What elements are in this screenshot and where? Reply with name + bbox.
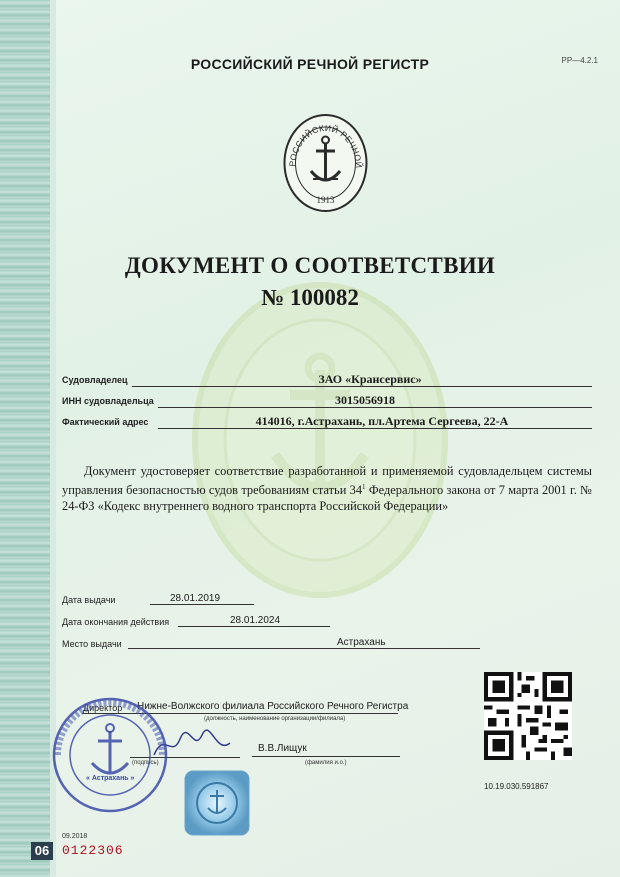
- place-underline: [128, 648, 480, 649]
- series-badge: 06: [31, 842, 53, 860]
- body-text-part2: Федерального закона от 7 марта 2001 г. № 24-ФЗ «Кодекс внутреннего водного транспорта Российской Федерации»: [62, 483, 592, 514]
- role-caption: (должность, наименование организации/филиала): [204, 716, 346, 722]
- body-paragraph: [62, 463, 592, 514]
- stamp-city: « Астрахань »: [86, 775, 135, 782]
- inn-value: 3015056918: [335, 393, 395, 407]
- expiry-date-underline: [178, 626, 330, 627]
- document-title: ДОКУМЕНТ О СООТВЕТСТВИИ: [124, 253, 496, 278]
- seal-ring-text: [283, 113, 368, 213]
- print-date: 09.2018: [62, 833, 88, 840]
- inn-label: ИНН судовладельца: [62, 396, 154, 406]
- seal-year: 1913: [316, 195, 335, 205]
- signatory-branch: Нижне-Волжского филиала Российского Речного Регистра: [137, 701, 409, 712]
- watermark-seal-icon: [190, 280, 450, 600]
- svg-text:РОССИЙСКИЙ РЕЧНОЙ РЕГИСТР: [283, 113, 365, 169]
- name-caption: (фамилия и.о.): [305, 760, 347, 766]
- qr-code-icon: [484, 672, 572, 760]
- hologram-icon: [184, 770, 250, 836]
- serial-number: 0122306: [62, 843, 124, 858]
- signature-caption: (подпись): [132, 760, 159, 766]
- inn-underline: [158, 407, 592, 408]
- official-stamp-icon: [50, 695, 170, 815]
- signatory-name: В.В.Лищук: [258, 743, 307, 754]
- address-label: Фактический адрес: [62, 417, 149, 427]
- expiry-date-value: 28.01.2024: [230, 615, 281, 626]
- qr-code-number: 10.19.030.591867: [484, 782, 549, 791]
- issue-date-underline: [150, 604, 254, 605]
- owner-underline: [132, 386, 592, 387]
- expiry-date-label: Дата окончания действия: [62, 617, 170, 627]
- issue-date-value: 28.01.2019: [170, 593, 221, 604]
- owner-value: ЗАО «Крансервис»: [318, 372, 422, 386]
- body-text-part1: Документ удостоверяет соответствие разработанной и применяемой судовладельцем системы управления безопасностью судов требованиям статьи 34: [62, 464, 592, 498]
- name-underline: [252, 756, 400, 757]
- issue-date-label: Дата выдачи: [62, 595, 116, 605]
- document-number: № 100082: [261, 285, 359, 310]
- place-value: Астрахань: [337, 637, 386, 648]
- body-superscript: 1: [362, 483, 366, 491]
- signatory-role: Директор: [83, 703, 123, 713]
- form-code: РР—4.2.1: [561, 56, 598, 65]
- organization-header: РОССИЙСКИЙ РЕЧНОЙ РЕГИСТР: [190, 56, 430, 72]
- place-label: Место выдачи: [62, 639, 122, 649]
- address-value: 414016, г.Астрахань, пл.Артема Сергеева, 22-А: [255, 414, 509, 428]
- address-underline: [158, 428, 592, 429]
- owner-label: Судовладелец: [62, 375, 128, 385]
- decorative-border: [0, 0, 52, 877]
- seal-ring-label: РОССИЙСКИЙ РЕЧНОЙ: [287, 122, 365, 169]
